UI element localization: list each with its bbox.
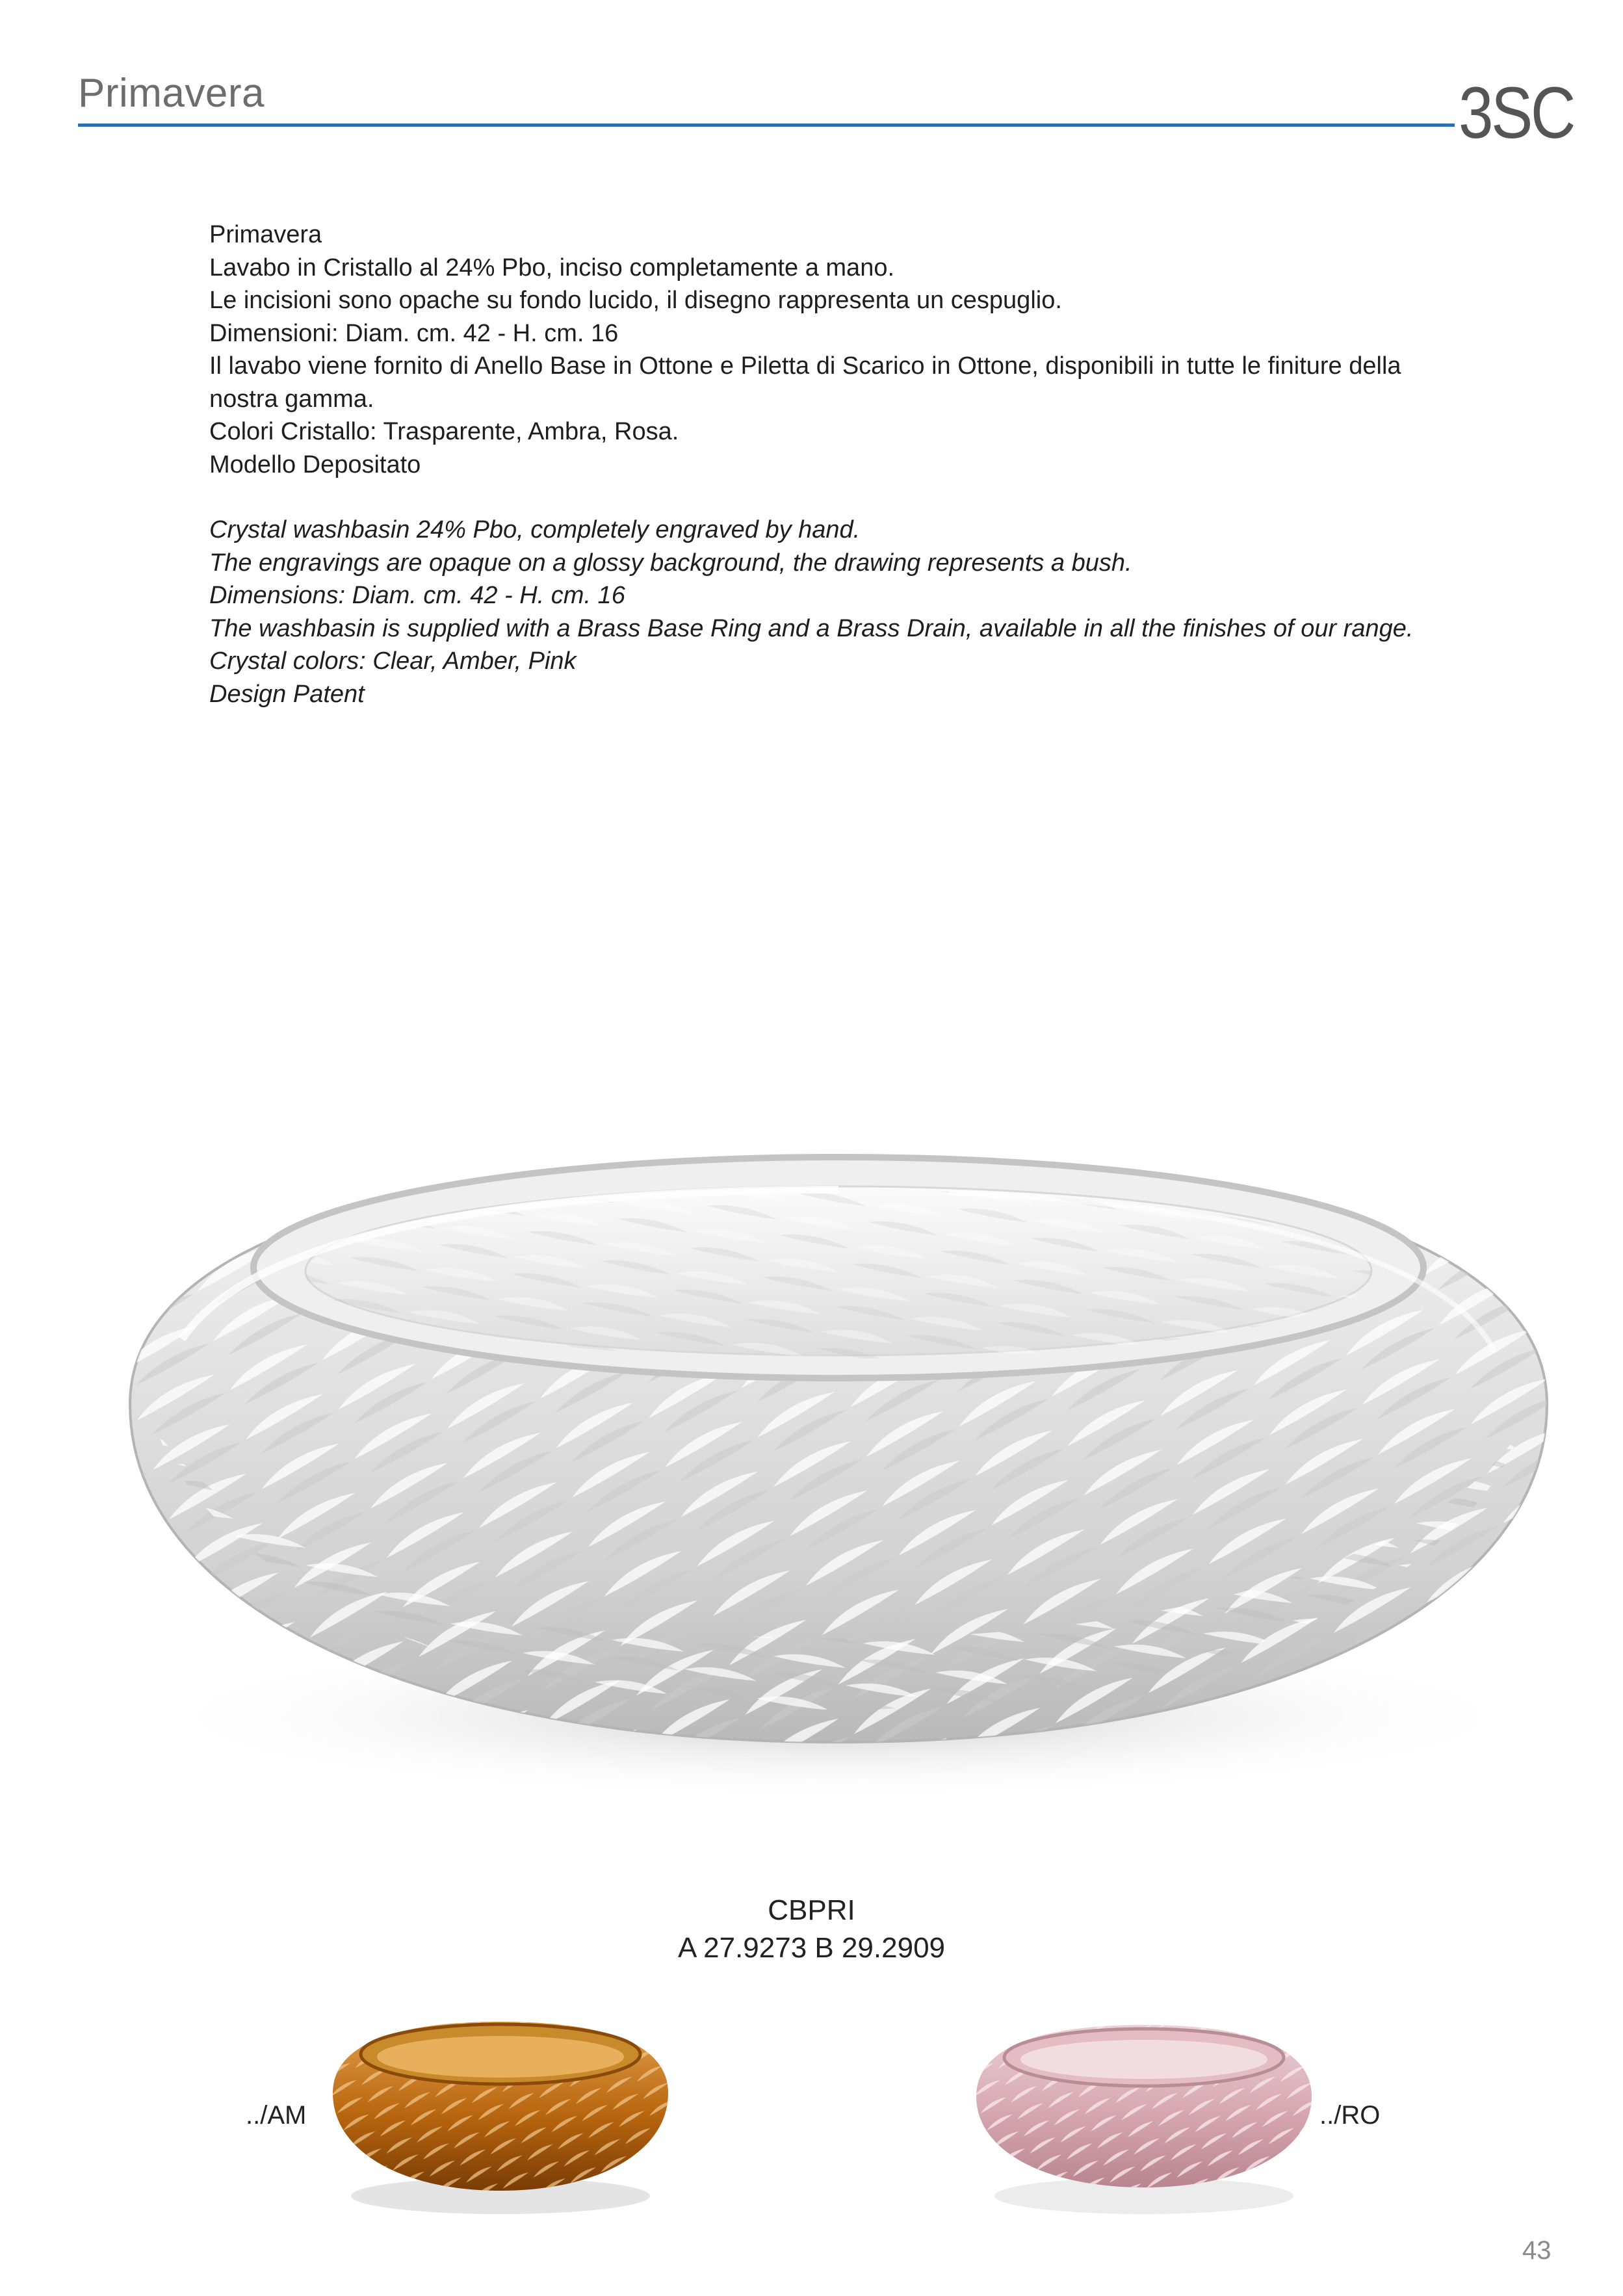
desc-it-line: Dimensioni: Diam. cm. 42 - H. cm. 16 (209, 319, 619, 347)
desc-en-line: Dimensions: Diam. cm. 42 - H. cm. 16 (209, 582, 625, 609)
desc-it-line: Le incisioni sono opache su fondo lucido, il disegno rappresenta un cespuglio. (209, 287, 1062, 314)
product-code: CBPRI (768, 1894, 855, 1926)
product-codes (0, 1892, 1623, 1967)
brand-logo: 3SC (1459, 72, 1574, 153)
page-title: Primavera (78, 71, 265, 116)
desc-en-line: The washbasin is supplied with a Brass Base Ring and a Brass Drain, available in all the finishes of our range. (209, 614, 1414, 642)
desc-en-line: Design Patent (209, 680, 365, 708)
desc-en-line: Crystal colors: Clear, Amber, Pink (209, 647, 577, 675)
clear-crystal-basin-image (104, 1014, 1573, 1872)
product-name: Primavera (209, 221, 322, 248)
page-number: 43 (1522, 2236, 1552, 2265)
desc-it-line: Colori Cristallo: Trasparente, Ambra, Rosa. (209, 418, 679, 445)
variant-pink-label: ../RO (1319, 2101, 1381, 2130)
amber-basin-image (325, 1989, 676, 2223)
desc-it-line: Lavabo in Cristallo al 24% Pbo, inciso completamente a mano. (209, 254, 895, 281)
desc-it-line: Modello Depositato (209, 450, 421, 478)
desc-en-line: The engravings are opaque on a glossy background, the drawing represents a bush. (209, 549, 1132, 577)
desc-en-line: Crystal washbasin 24% Pbo, completely engraved by hand. (209, 516, 861, 543)
variant-amber-label: ../AM (246, 2101, 307, 2130)
product-description (209, 218, 1483, 711)
header-rule (78, 124, 1455, 127)
desc-it-line: Il lavabo viene fornito di Anello Base in Ottone e Piletta di Scarico in Ottone, disponibili in tutte le finiture della (209, 352, 1401, 380)
pink-basin-image (968, 1989, 1319, 2223)
desc-it-line: nostra gamma. (209, 385, 374, 413)
product-prices: A 27.9273 B 29.2909 (677, 1932, 946, 1964)
